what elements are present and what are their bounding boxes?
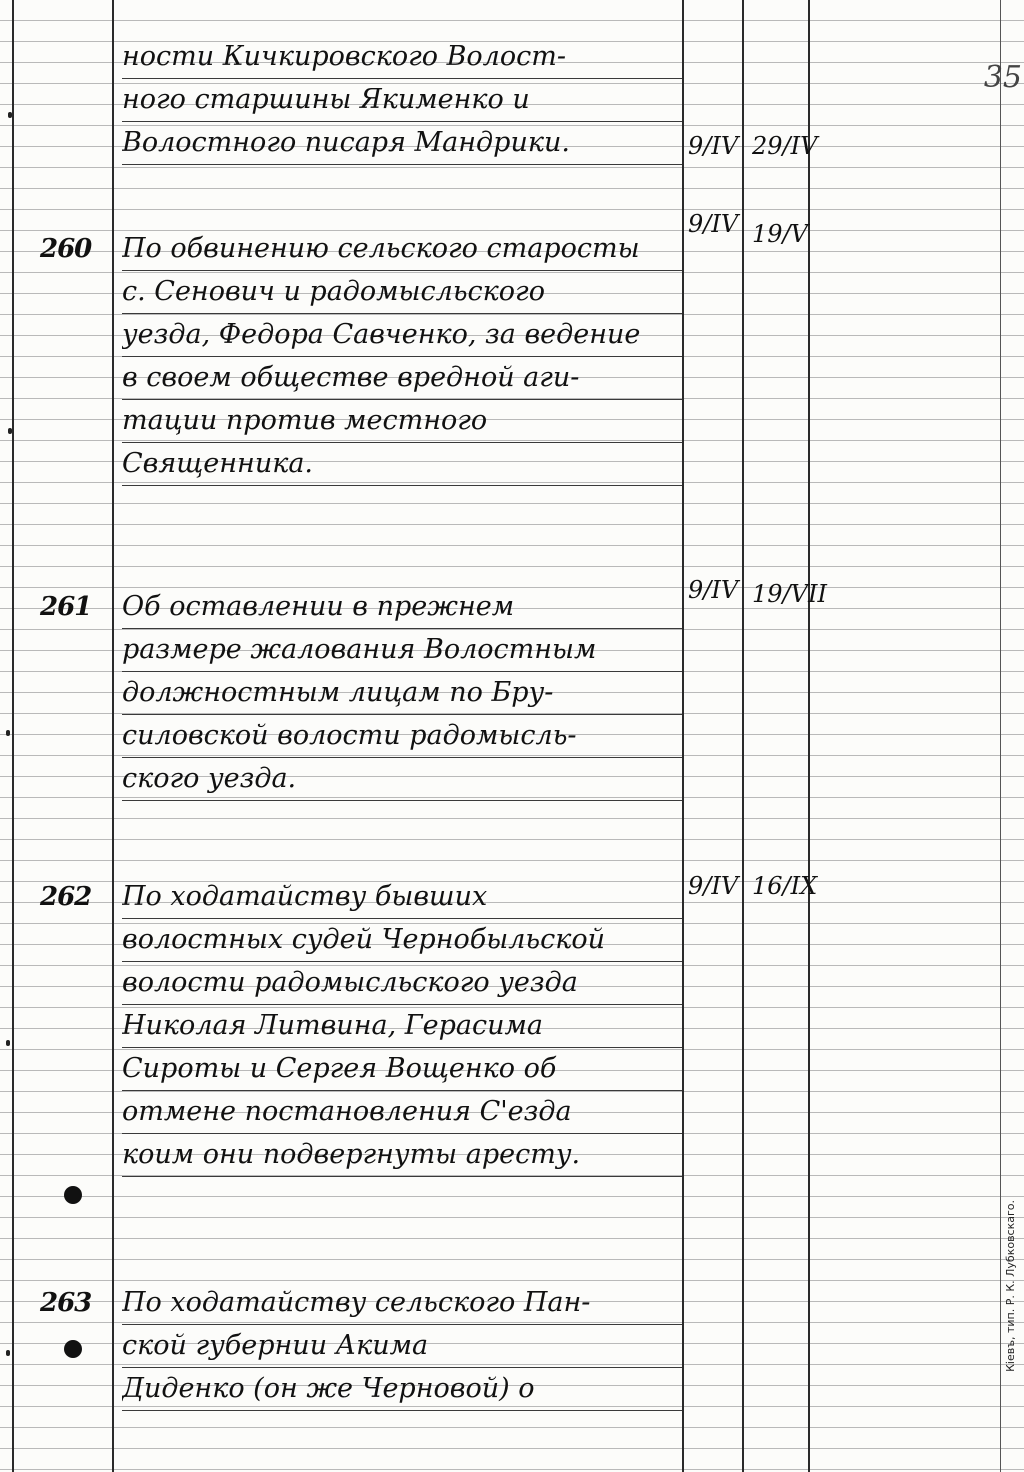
entry-line: ного старшины Якименко и <box>122 79 682 122</box>
entry-line: По ходатайству сельского Пан- <box>122 1282 682 1325</box>
entry-number: 263 <box>40 1288 92 1318</box>
margin-speck <box>6 1040 10 1046</box>
entry-line: в своем обществе вредной аги- <box>122 357 682 400</box>
entry-text <box>122 1282 682 1411</box>
date-decided: 19/V <box>752 220 808 248</box>
date-received: 9/IV <box>688 576 739 604</box>
entry-line: ского уезда. <box>122 758 682 801</box>
binding-hole-icon <box>64 1340 82 1358</box>
date-decided: 29/IV <box>752 132 818 160</box>
entry-line: Сироты и Сергея Вощенко об <box>122 1048 682 1091</box>
column-rule-date-received <box>682 0 684 1472</box>
margin-speck <box>8 112 12 118</box>
entry-line: По ходатайству бывших <box>122 876 682 919</box>
entry-text <box>122 876 682 1177</box>
entry-line: с. Сенович и радомысльского <box>122 271 682 314</box>
margin-speck <box>6 1350 10 1356</box>
entry-text <box>122 228 682 486</box>
entry-line: коим они подвергнуты аресту. <box>122 1134 682 1177</box>
page-number-note: 35 <box>983 60 1022 95</box>
column-rule-right <box>1000 0 1001 1472</box>
entry-line: Об оставлении в прежнем <box>122 586 682 629</box>
entry-line: отмене постановления С'езда <box>122 1091 682 1134</box>
date-decided: 19/VII <box>752 580 827 608</box>
date-decided: 16/IX <box>752 872 818 900</box>
entry-line: Николая Литвина, Герасима <box>122 1005 682 1048</box>
entry-line: Волостного писаря Мандрики. <box>122 122 682 165</box>
entry-line: ности Кичкировского Волост- <box>122 36 682 79</box>
date-received: 9/IV <box>688 132 739 160</box>
binding-hole-icon <box>64 1186 82 1204</box>
entry-line: должностным лицам по Бру- <box>122 672 682 715</box>
entry-number: 261 <box>40 592 92 622</box>
entry-text <box>122 36 682 165</box>
column-rule-left <box>12 0 14 1472</box>
entry-line: размере жалования Волостным <box>122 629 682 672</box>
entry-line: уезда, Федора Савченко, за ведение <box>122 314 682 357</box>
column-rule-number <box>112 0 114 1472</box>
entry-line: тации против местного <box>122 400 682 443</box>
entry-line: По обвинению сельского старосты <box>122 228 682 271</box>
entry-number: 262 <box>40 882 92 912</box>
printer-imprint: Кіевъ, тип. Р. К. Лубковскаго. <box>1004 1200 1017 1372</box>
column-rule-date-decided <box>742 0 744 1472</box>
date-received: 9/IV <box>688 872 739 900</box>
entry-line: силовской волости радомысль- <box>122 715 682 758</box>
entry-line: волостных судей Чернобыльской <box>122 919 682 962</box>
margin-speck <box>8 428 12 434</box>
entry-line: Священника. <box>122 443 682 486</box>
entry-line: ской губернии Акима <box>122 1325 682 1368</box>
margin-speck <box>6 730 10 736</box>
entry-text <box>122 586 682 801</box>
entry-line: волости радомысльского уезда <box>122 962 682 1005</box>
entry-line: Диденко (он же Черновой) о <box>122 1368 682 1411</box>
column-rule-notes <box>808 0 810 1472</box>
entry-number: 260 <box>40 234 92 264</box>
date-received: 9/IV <box>688 210 739 238</box>
